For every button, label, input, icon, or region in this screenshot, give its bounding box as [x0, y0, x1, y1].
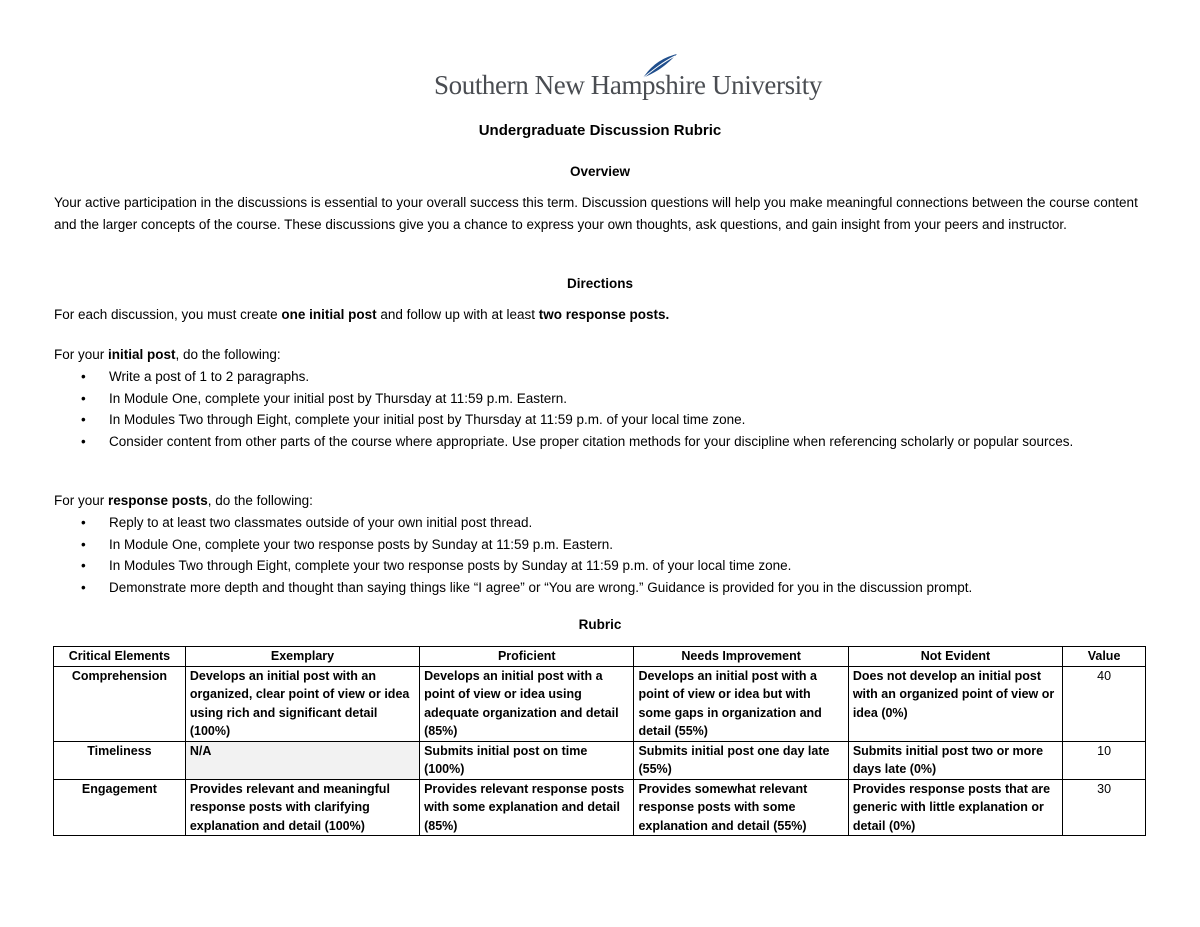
needs-improvement-cell: Develops an initial post with a point of view or idea but with some gaps in organization and detail (55%) [634, 666, 848, 741]
bullet-icon: • [81, 515, 86, 530]
two-response-posts-emphasis: two response posts [538, 307, 666, 322]
overview-heading: Overview [569, 164, 631, 179]
value-cell: 30 [1063, 779, 1146, 836]
bullet-icon: • [81, 369, 86, 384]
critical-element: Timeliness [54, 741, 186, 779]
not-evident-cell: Does not develop an initial post with an organized point of view or idea (0%) [848, 666, 1062, 741]
table-row [54, 666, 1146, 741]
column-header: Value [1063, 647, 1146, 667]
exemplary-cell: N/A [185, 741, 419, 779]
list-item: • In Modules Two through Eight, complete your two response posts by Sunday at 11:59 p.m. of your local time zone. [54, 555, 1144, 577]
column-header: Proficient [420, 647, 634, 667]
needs-improvement-cell: Submits initial post one day late (55%) [634, 741, 848, 779]
initial-post-list [54, 366, 1144, 452]
overview-paragraph: Your active participation in the discussions is essential to your overall success this term. Discussion questions will help you make meaningful connections between the course content and the larger concepts of the course. These discussions give you a chance to express your own thoughts, ask questions, and gain insight from your peers and instructor. [54, 195, 1138, 232]
column-header: Not Evident [848, 647, 1062, 667]
logo-wordmark: Southern New Hampshire University [434, 70, 822, 100]
initial-post-lead: For your initial post, do the following: [54, 347, 281, 362]
list-item: • In Module One, complete your two response posts by Sunday at 11:59 p.m. Eastern. [54, 534, 1144, 556]
list-item: • Write a post of 1 to 2 paragraphs. [54, 366, 1144, 388]
rubric-heading: Rubric [578, 617, 622, 632]
bullet-icon: • [81, 558, 86, 573]
critical-element: Comprehension [54, 666, 186, 741]
needs-improvement-cell: Provides somewhat relevant response posts with some explanation and detail (55%) [634, 779, 848, 836]
list-item: • Reply to at least two classmates outside of your own initial post thread. [54, 512, 1144, 534]
value-cell: 40 [1063, 666, 1146, 741]
response-post-list [54, 512, 1144, 598]
bullet-icon: • [81, 390, 86, 406]
bullet-icon: • [81, 412, 86, 427]
bullet-icon: • [81, 433, 86, 449]
directions-heading: Directions [566, 276, 634, 291]
one-initial-post-emphasis: one initial post [281, 307, 377, 322]
column-header: Exemplary [185, 647, 419, 667]
page-title: Undergraduate Discussion Rubric [478, 122, 722, 139]
table-row [54, 741, 1146, 779]
column-header: Critical Elements [54, 647, 186, 667]
rubric-table [53, 646, 1146, 836]
critical-element: Engagement [54, 779, 186, 836]
directions-intro: For each discussion, you must create one initial post and follow up with at least two response posts. [54, 307, 670, 322]
not-evident-cell: Submits initial post two or more days late (0%) [848, 741, 1062, 779]
list-item: • In Modules Two through Eight, complete your initial post by Thursday at 11:59 p.m. of your local time zone. [54, 409, 1144, 431]
proficient-cell: Develops an initial post with a point of view or idea using adequate organization and detail (85%) [420, 666, 634, 741]
list-item: • In Module One, complete your initial post by Thursday at 11:59 p.m. Eastern. [54, 388, 1144, 410]
table-header-row [54, 647, 1146, 667]
exemplary-cell: Develops an initial post with an organized, clear point of view or idea using rich and significant detail (100%) [185, 666, 419, 741]
column-header: Needs Improvement [634, 647, 848, 667]
response-post-lead: For your response posts, do the following: [54, 493, 313, 508]
bullet-icon: • [81, 579, 86, 595]
list-item: • Consider content from other parts of the course where appropriate. Use proper citation methods for your discipline when referencing scholarly or popular sources. [54, 431, 1144, 453]
proficient-cell: Submits initial post on time (100%) [420, 741, 634, 779]
exemplary-cell: Provides relevant and meaningful response posts with clarifying explanation and detail (100%) [185, 779, 419, 836]
list-item: • Demonstrate more depth and thought than saying things like “I agree” or “You are wrong.” Guidance is provided for you in the discussion prompt. [54, 577, 1144, 599]
not-evident-cell: Provides response posts that are generic with little explanation or detail (0%) [848, 779, 1062, 836]
university-logo [434, 52, 822, 108]
table-row [54, 779, 1146, 836]
value-cell: 10 [1063, 741, 1146, 779]
proficient-cell: Provides relevant response posts with some explanation and detail (85%) [420, 779, 634, 836]
bullet-icon: • [81, 536, 86, 552]
